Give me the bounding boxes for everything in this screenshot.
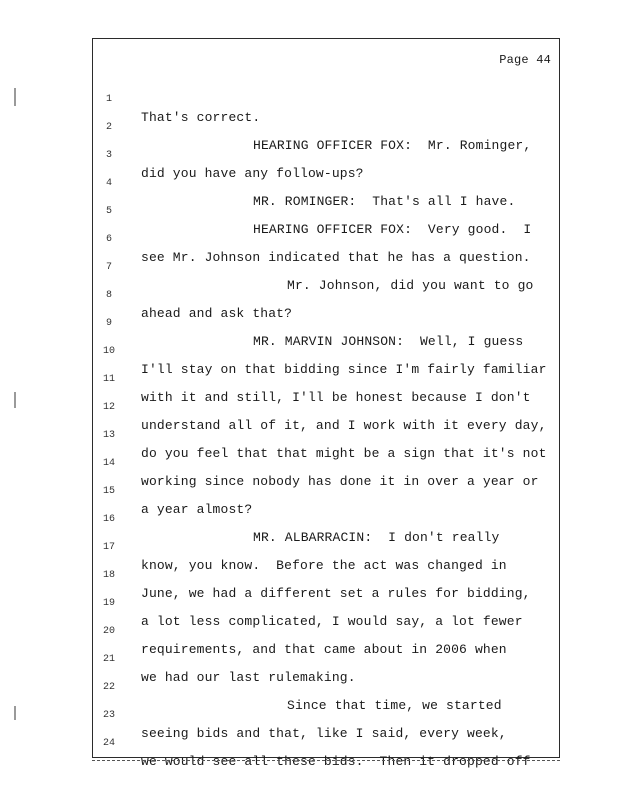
line-text: we would see all these bids. Then it dropped off [141, 754, 531, 769]
line-number: 1 [105, 94, 112, 105]
line-number: 4 [105, 178, 112, 189]
line-number: 23 [102, 710, 115, 721]
line-text: ahead and ask that? [141, 306, 293, 321]
line-text: I'll stay on that bidding since I'm fairly familiar [141, 362, 547, 377]
transcript-line [93, 381, 559, 433]
line-number: 10 [102, 346, 115, 357]
line-text: a year almost? [141, 502, 253, 517]
transcript-page [92, 38, 560, 769]
transcript-line [93, 605, 559, 657]
line-text: requirements, and that came about in 2006 when [141, 642, 507, 657]
scan-mark-bottom [14, 706, 16, 720]
transcript-line [93, 241, 559, 293]
transcript-line [93, 465, 559, 517]
line-text: understand all of it, and I work with it every day, [141, 418, 547, 433]
line-text: HEARING OFFICER FOX: Very good. I [253, 222, 532, 237]
transcript-line [93, 521, 559, 573]
line-number: 11 [102, 374, 115, 385]
transcript-line [93, 633, 559, 685]
line-text: working since nobody has done it in over a year or [141, 474, 539, 489]
transcript-line [93, 269, 559, 321]
line-number: 13 [102, 430, 115, 441]
line-number: 17 [102, 542, 115, 553]
transcript-line [93, 129, 559, 181]
transcript-line [93, 325, 559, 377]
line-text: That's correct. [141, 110, 261, 125]
line-text: see Mr. Johnson indicated that he has a question. [141, 250, 531, 265]
line-text: HEARING OFFICER FOX: Mr. Rominger, [253, 138, 532, 153]
line-number: 6 [105, 234, 112, 245]
transcript-line [93, 437, 559, 489]
line-text: a lot less complicated, I would say, a lot fewer [141, 614, 523, 629]
transcript-line [93, 353, 559, 405]
transcript-line [93, 297, 559, 349]
transcript-line [93, 493, 559, 545]
transcript-line [93, 157, 559, 209]
line-number: 9 [105, 318, 112, 329]
transcript-line [93, 689, 559, 741]
line-number: 12 [102, 402, 115, 413]
line-number: 15 [102, 486, 115, 497]
line-text: know, you know. Before the act was changed in [141, 558, 507, 573]
line-number: 19 [102, 598, 115, 609]
transcript-line [93, 185, 559, 237]
page-number: Page 44 [499, 53, 551, 67]
line-number: 2 [105, 122, 112, 133]
transcript-line [93, 717, 559, 769]
line-number: 14 [102, 458, 115, 469]
line-text: Since that time, we started [287, 698, 502, 713]
line-text: MR. ALBARRACIN: I don't really [253, 530, 500, 545]
transcript-line [93, 577, 559, 629]
line-number: 3 [105, 150, 112, 161]
transcript-line [93, 549, 559, 601]
line-text: with it and still, I'll be honest because I don't [141, 390, 531, 405]
line-number: 5 [105, 206, 112, 217]
line-number: 20 [102, 626, 115, 637]
line-number: 24 [102, 738, 115, 749]
line-number: 7 [105, 262, 112, 273]
transcript-line [93, 213, 559, 265]
line-number: 16 [102, 514, 115, 525]
line-number: 8 [105, 290, 112, 301]
transcript-line [93, 73, 559, 125]
transcript-line [93, 661, 559, 713]
line-number: 21 [102, 654, 115, 665]
line-text: MR. MARVIN JOHNSON: Well, I guess [253, 334, 524, 349]
line-text: do you feel that that might be a sign that it's not [141, 446, 547, 461]
line-text: June, we had a different set a rules for bidding, [141, 586, 531, 601]
line-number: 18 [102, 570, 115, 581]
line-number: 22 [102, 682, 115, 693]
line-text: Mr. Johnson, did you want to go [287, 278, 534, 293]
transcript-line [93, 409, 559, 461]
line-text: we had our last rulemaking. [141, 670, 356, 685]
transcript-line [93, 101, 559, 153]
scan-mark-middle [14, 392, 16, 408]
line-text: did you have any follow-ups? [141, 166, 364, 181]
line-text: seeing bids and that, like I said, every week, [141, 726, 507, 741]
line-text: MR. ROMINGER: That's all I have. [253, 194, 516, 209]
scan-mark-top [14, 88, 16, 106]
